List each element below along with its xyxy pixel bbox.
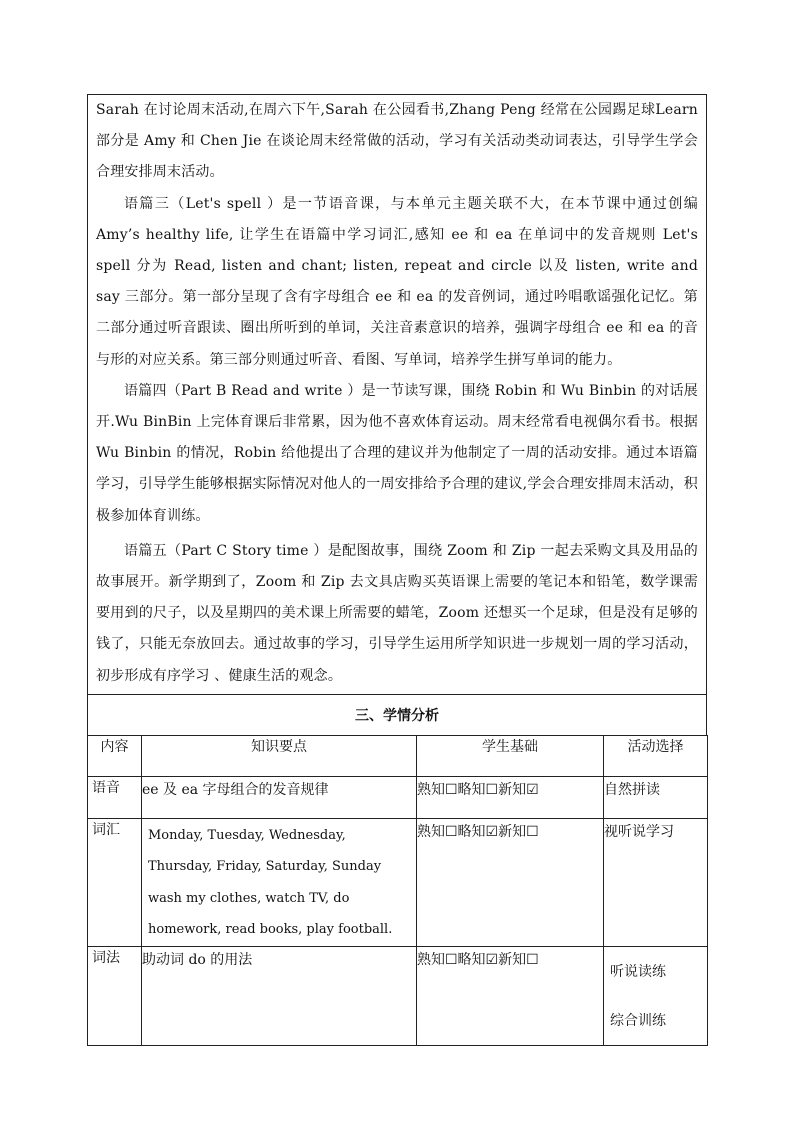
document-page (87, 94, 707, 1046)
paragraph-4: 语篇五（Part C Story time ）是配图故事，围绕 Zoom 和 Zip 一起去采购文具及用品的故事展开。新学期到了，Zoom 和 Zip 去文具店购买英语课上需要的笔记本和铅笔，数学课需要用到的尺子，以及星期四的美术课上所需要的蜡笔，Zoom 还想买一个足球，但是没有足够的钱了，只能无奈放回去。通过故事的学习，引导学生运用所学知识进一步规划一周的学习活动，初步形成有序学习 、健康生活的观念。 (96, 542, 698, 684)
activity-line: 综合训练 (610, 1012, 666, 1029)
activity-line: 听说读练 (610, 963, 666, 980)
table-row (88, 776, 708, 818)
row-points (142, 946, 417, 1045)
paragraph-1: Sarah 在讨论周末活动,在周六下午,Sarah 在公园看书,Zhang Peng 经常在公园踢足球Learn 部分是 Amy 和 Chen Jie 在谈论周末经常做的活动，学习有关活动类动词表达，引导学生学会合理安排周末活动。 (96, 102, 698, 181)
activity-line: 视听说学习 (604, 823, 674, 840)
row-basis-checkboxes: 熟知☐略知☑新知☐ (417, 818, 604, 946)
point-line: 助动词 do 的用法 (142, 951, 253, 968)
row-content: 词汇 (88, 818, 142, 946)
row-points (142, 818, 417, 946)
point-line: wash my clothes, watch TV, do (148, 890, 350, 906)
row-activity (604, 818, 708, 946)
header-knowledge-points: 知识要点 (142, 735, 417, 776)
header-activity-choice: 活动选择 (604, 735, 708, 776)
row-basis-checkboxes: 熟知☐略知☑新知☐ (417, 946, 604, 1045)
point-line: ee 及 ea 字母组合的发音规律 (142, 781, 329, 798)
row-content: 语音 (88, 776, 142, 818)
learner-analysis-table (87, 735, 708, 1046)
point-line: Monday, Tuesday, Wednesday, (148, 827, 346, 843)
paragraph-2: 语篇三（Let's spell ）是一节语音课，与本单元主题关联不大，在本节课中通过创编 Amy’s healthy life, 让学生在语篇中学习词汇,感知 ee 和 ea 在单词中的发音规则 Let's spell 分为 Read, listen and chant; listen, repeat and circle 以及 listen, write and say 三部分。第一部分呈现了含有字母组合 ee 和 ea 的发音例词，通过吟唱歌谣强化记忆。第二部分通过听音跟读、圈出所听到的单词，关注音素意识的培养，强调字母组合 ee 和 ea 的音与形的对应关系。第三部分则通过听音、看图、写单词，培养学生拼写单词的能力。 (96, 195, 698, 368)
row-points (142, 776, 417, 818)
row-content: 词法 (88, 946, 142, 1045)
row-activity (604, 776, 708, 818)
row-activity (604, 946, 708, 1045)
section-title: 三、学情分析 (87, 694, 707, 735)
point-line: homework, read books, play football. (148, 922, 393, 938)
textbook-analysis-box (87, 94, 707, 694)
table-row (88, 946, 708, 1045)
point-line: Thursday, Friday, Saturday, Sunday (148, 859, 382, 875)
header-content: 内容 (88, 735, 142, 776)
activity-line: 自然拼读 (604, 781, 660, 798)
table-header-row (88, 735, 708, 776)
paragraph-3: 语篇四（Part B Read and write ）是一节读写课，围绕 Robin 和 Wu Binbin 的对话展开.Wu BinBin 上完体育课后非常累，因为他不喜欢体育运动。周末经常看电视偶尔看书。根据 Wu Binbin 的情况，Robin 给他提出了合理的建议并为他制定了一周的活动安排。通过本语篇学习，引导学生能够根据实际情况对他人的一周安排给予合理的建议,学会合理安排周末活动，积极参加体育训练。 (96, 382, 698, 524)
row-basis-checkboxes: 熟知☐略知☐新知☑ (417, 776, 604, 818)
header-student-basis: 学生基础 (417, 735, 604, 776)
table-row (88, 818, 708, 946)
